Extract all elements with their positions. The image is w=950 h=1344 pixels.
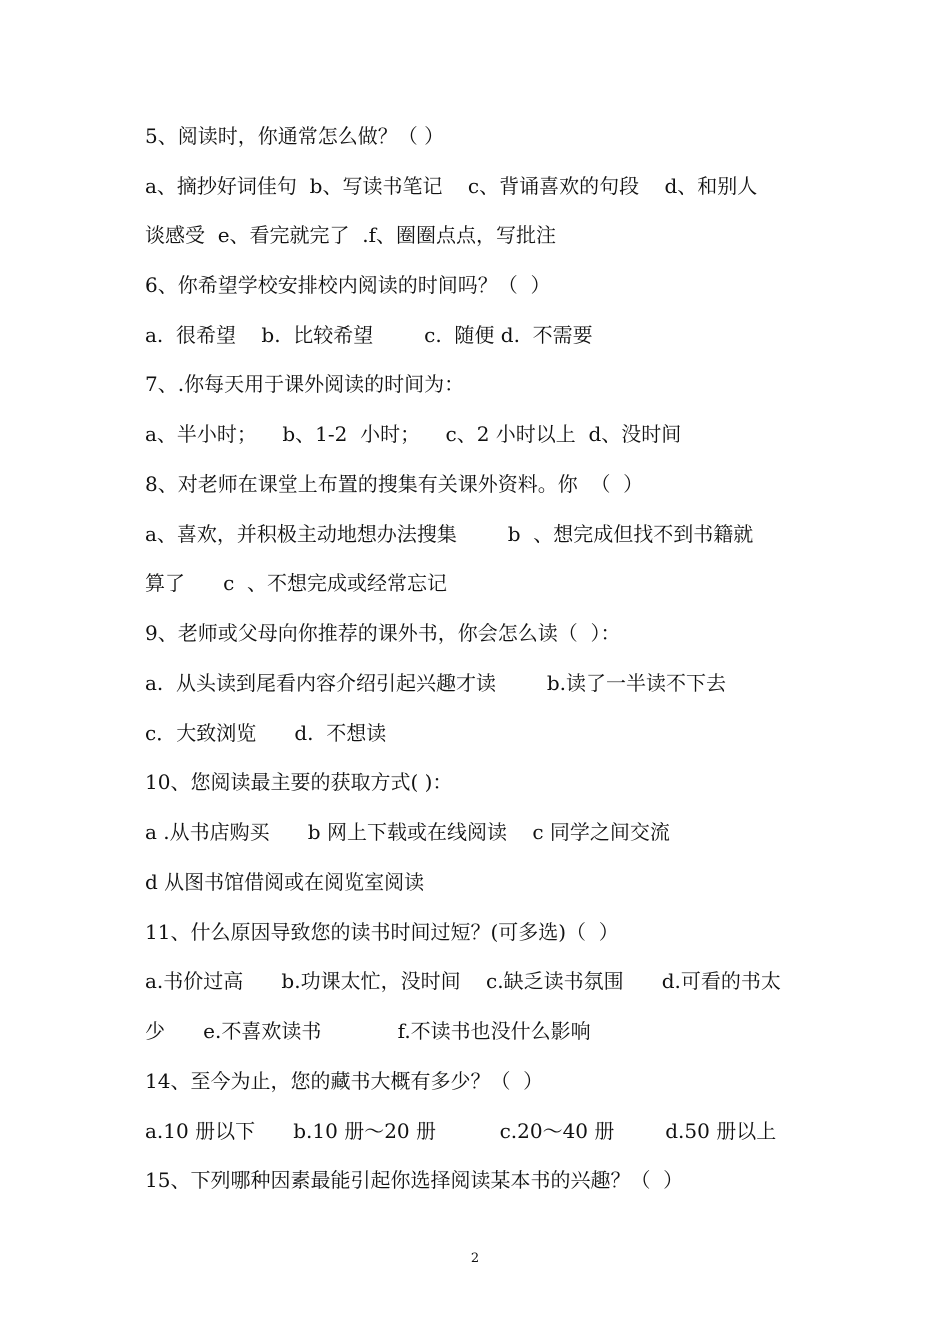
question-7-options: a、半小时； b、1-2 小时； c、2 小时以上 d、没时间: [145, 422, 682, 446]
question-14: 14、至今为止，您的藏书大概有多少？（ ）: [145, 1069, 544, 1093]
question-9: 9、老师或父母向你推荐的课外书，你会怎么读（ ）：: [145, 621, 621, 645]
question-15: 15、下列哪种因素最能引起你选择阅读某本书的兴趣？（ ）: [145, 1168, 684, 1192]
question-11-options: a.书价过高 b.功课太忙，没时间 c.缺乏读书氛围 d.可看的书太: [145, 969, 781, 993]
question-7: 7、.你每天用于课外阅读的时间为：: [145, 372, 465, 396]
question-10-options-cont: d 从图书馆借阅或在阅览室阅读: [145, 870, 425, 894]
question-9-options: a. 从头读到尾看内容介绍引起兴趣才读 b.读了一半读不下去: [145, 671, 727, 695]
question-6-options: a. 很希望 b. 比较希望 c. 随便 d. 不需要: [145, 323, 593, 347]
question-14-options: a.10 册以下 b.10 册～20 册 c.20～40 册 d.50 册以上: [145, 1119, 777, 1143]
question-8: 8、对老师在课堂上布置的搜集有关课外资料。你 （ ）: [145, 472, 644, 496]
question-5-options: a、摘抄好词佳句 b、写读书笔记 c、背诵喜欢的句段 d、和别人: [145, 174, 758, 198]
question-8-options: a、喜欢，并积极主动地想办法搜集 b 、想完成但找不到书籍就: [145, 522, 754, 546]
question-9-options-cont: c．大致浏览 d. 不想读: [145, 721, 387, 745]
question-8-options-cont: 算了 c 、不想完成或经常忘记: [145, 571, 448, 595]
question-5-options-cont: 谈感受 e、看完就完了 .f、圈圈点点，写批注: [145, 223, 557, 247]
question-10: 10、您阅读最主要的获取方式( )：: [145, 770, 453, 794]
page-number: 2: [470, 1251, 480, 1266]
question-6: 6、你希望学校安排校内阅读的时间吗？（ ）: [145, 273, 551, 297]
question-5: 5、阅读时，你通常怎么做？（ ）: [145, 124, 445, 148]
question-11-options-cont: 少 e.不喜欢读书 f.不读书也没什么影响: [145, 1019, 591, 1043]
question-11: 11、什么原因导致您的读书时间过短？(可多选)（ ）: [145, 920, 619, 944]
question-10-options: a .从书店购买 b 网上下载或在线阅读 c 同学之间交流: [145, 820, 670, 844]
